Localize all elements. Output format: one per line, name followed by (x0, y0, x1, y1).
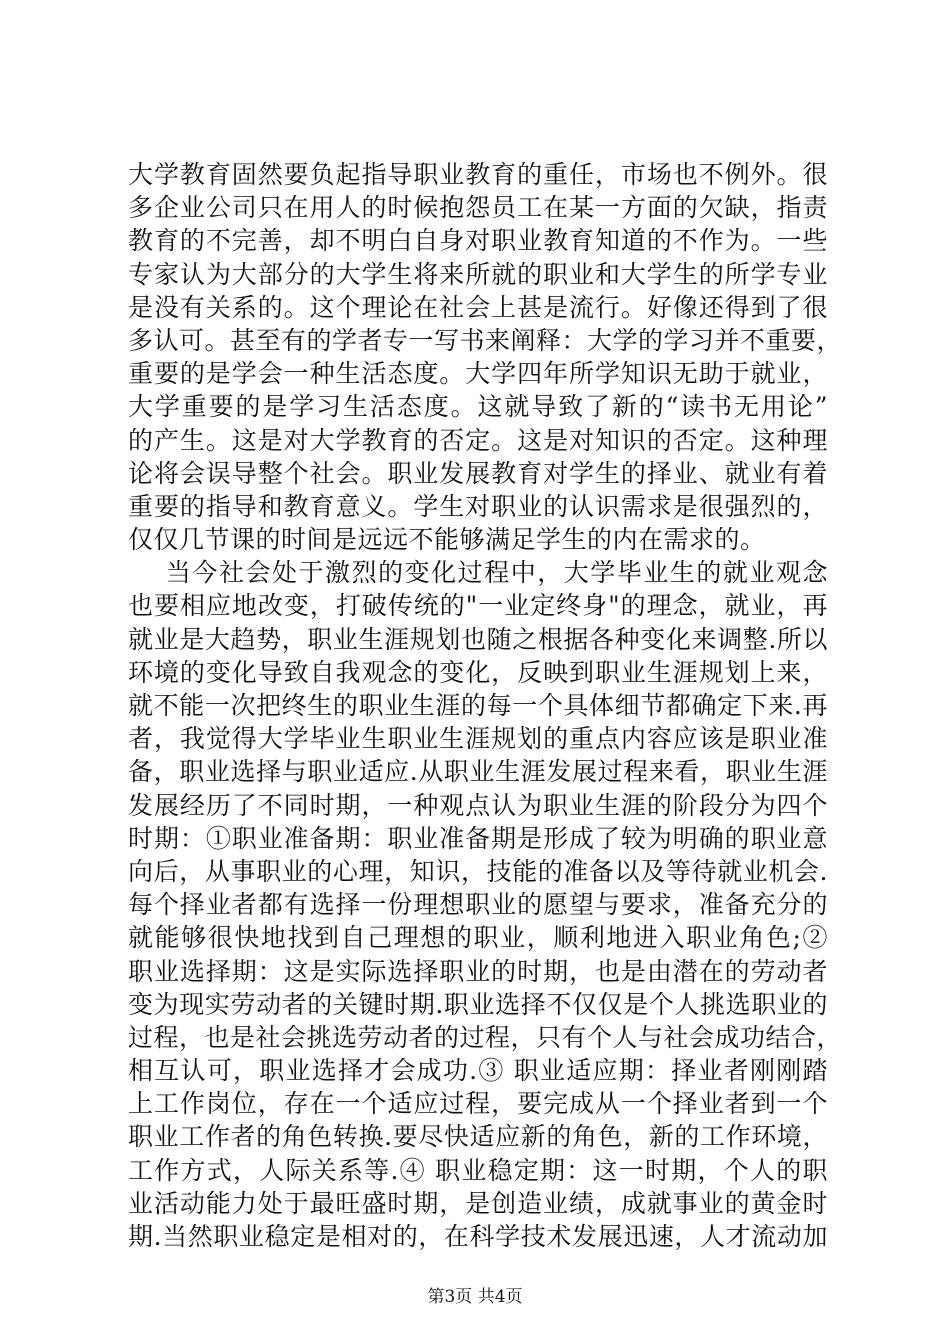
text-line: 变为现实劳动者的关键时期.职业选择不仅仅是个人挑选职业的 (128, 989, 828, 1019)
text-line: 是没有关系的。这个理论在社会上甚是流行。好像还得到了很 (128, 292, 828, 322)
text-line: 每个择业者都有选择一份理想职业的愿望与要求，准备充分的 (128, 890, 828, 920)
text-line: 大学重要的是学习生活态度。这就导致了新的“读书无用论” (128, 392, 828, 422)
text-line: 职业工作者的角色转换.要尽快适应新的角色，新的工作环境， (128, 1122, 828, 1152)
text-line: 备，职业选择与职业适应.从职业生涯发展过程来看，职业生涯 (128, 757, 828, 787)
text-line: 当今社会处于激烈的变化过程中，大学毕业生的就业观念 (128, 558, 828, 588)
text-line: 上工作岗位，存在一个适应过程，要完成从一个择业者到一个 (128, 1089, 828, 1119)
document-body (128, 158, 843, 1253)
text-line: 就业是大趋势，职业生涯规划也随之根据各种变化来调整.所以 (128, 624, 828, 654)
text-line: 的产生。这是对大学教育的否定。这是对知识的否定。这种理 (128, 425, 828, 455)
text-line: 也要相应地改变，打破传统的"一业定终身"的理念，就业，再 (128, 591, 828, 621)
text-line: 就能够很快地找到自己理想的职业，顺利地进入职业角色;② (128, 923, 828, 953)
text-line: 期.当然职业稳定是相对的，在科学技术发展迅速，人才流动加 (128, 1222, 828, 1251)
text-line: 过程，也是社会挑选劳动者的过程，只有个人与社会成功结合， (128, 1022, 843, 1052)
text-line: 职业选择期：这是实际选择职业的时期，也是由潜在的劳动者 (128, 956, 828, 986)
text-line: 多认可。甚至有的学者专一写书来阐释：大学的学习并不重要， (128, 325, 843, 355)
text-line: 者，我觉得大学毕业生职业生涯规划的重点内容应该是职业准 (128, 724, 828, 754)
text-line: 工作方式，人际关系等.④ 职业稳定期：这一时期，个人的职 (128, 1155, 828, 1185)
text-line: 重要的指导和教育意义。学生对职业的认识需求是很强烈的， (128, 491, 828, 521)
text-line: 仅仅几节课的时间是远远不能够满足学生的内在需求的。 (128, 525, 766, 555)
page-footer: 第3页 共4页 (427, 1287, 523, 1307)
text-line: 专家认为大部分的大学生将来所就的职业和大学生的所学专业 (128, 259, 828, 289)
text-line: 多企业公司只在用人的时候抱怨员工在某一方面的欠缺，指责 (128, 193, 828, 223)
text-line: 向后，从事职业的心理，知识，技能的准备以及等待就业机会. (128, 856, 828, 886)
text-line: 就不能一次把终生的职业生涯的每一个具体细节都确定下来.再 (128, 691, 828, 720)
text-line: 大学教育固然要负起指导职业教育的重任，市场也不例外。很 (128, 160, 828, 189)
text-line: 时期：①职业准备期：职业准备期是形成了较为明确的职业意 (128, 823, 828, 853)
text-line: 相互认可，职业选择才会成功.③ 职业适应期：择业者刚刚踏 (128, 1056, 828, 1086)
text-line: 论将会误导整个社会。职业发展教育对学生的择业、就业有着 (128, 458, 828, 488)
text-line: 教育的不完善，却不明白自身对职业教育知道的不作为。一些 (128, 226, 828, 256)
text-line: 发展经历了不同时期，一种观点认为职业生涯的阶段分为四个 (128, 790, 828, 820)
text-line: 环境的变化导致自我观念的变化，反映到职业生涯规划上来， (128, 657, 828, 687)
text-line: 重要的是学会一种生活态度。大学四年所学知识无助于就业， (128, 359, 828, 389)
text-line: 业活动能力处于最旺盛时期，是创造业绩，成就事业的黄金时 (128, 1188, 828, 1218)
